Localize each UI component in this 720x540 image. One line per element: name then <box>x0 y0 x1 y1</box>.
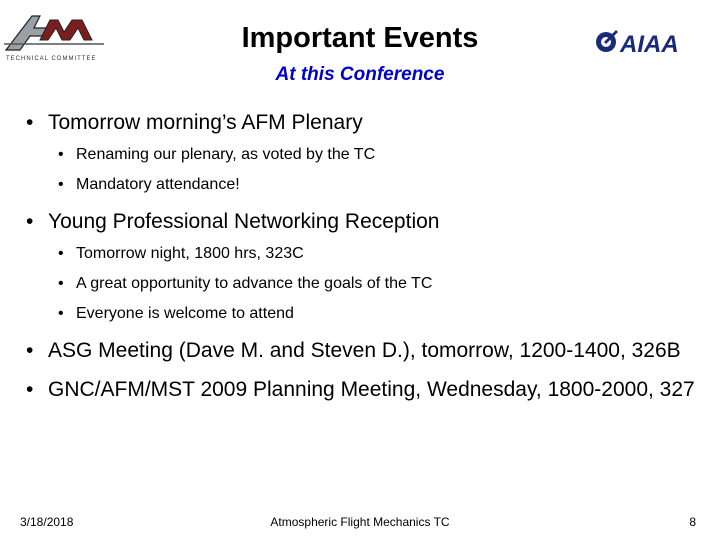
page-number: 8 <box>689 515 696 529</box>
sub-bullet-item <box>18 273 708 294</box>
bullet-dot-icon: • <box>58 176 64 193</box>
bullet-item <box>18 338 708 363</box>
bullet-dot-icon: • <box>26 111 34 134</box>
bullet-text: Tomorrow morning’s AFM Plenary <box>48 111 363 134</box>
slide-title: Important Events <box>241 22 479 54</box>
bullet-item <box>18 377 708 402</box>
bullet-dot-icon: • <box>26 210 34 233</box>
bullet-dot-icon: • <box>26 378 34 401</box>
bullet-text: Young Professional Networking Reception <box>48 210 440 233</box>
sub-bullet-item <box>18 303 708 324</box>
bullet-item <box>18 209 708 234</box>
bullet-dot-icon: • <box>58 305 64 322</box>
bullet-list <box>18 110 708 402</box>
sub-bullet-item <box>18 174 708 195</box>
sub-bullet-text: A great opportunity to advance the goals of the TC <box>76 275 433 292</box>
sub-bullet-item <box>18 243 708 264</box>
footer-title: Atmospheric Flight Mechanics TC <box>270 515 450 529</box>
bullet-dot-icon: • <box>58 245 64 262</box>
sub-bullet-text: Renaming our plenary, as voted by the TC <box>76 146 376 163</box>
slide-subtitle: At this Conference <box>275 64 445 85</box>
afm-logo-caption: TECHNICAL COMMITTEE <box>6 56 97 62</box>
bullet-dot-icon: • <box>58 146 64 163</box>
bullet-text: GNC/AFM/MST 2009 Planning Meeting, Wednesday, 1800-2000, 327 <box>48 378 695 401</box>
bullet-dot-icon: • <box>26 339 34 362</box>
aiaa-logo-text: AIAA <box>620 31 679 58</box>
sub-bullet-item <box>18 144 708 165</box>
sub-bullet-text: Everyone is welcome to attend <box>76 305 294 322</box>
bullet-dot-icon: • <box>58 275 64 292</box>
bullet-text: ASG Meeting (Dave M. and Steven D.), tomorrow, 1200-1400, 326B <box>48 339 681 362</box>
footer-date: 3/18/2018 <box>20 515 74 529</box>
sub-bullet-text: Tomorrow night, 1800 hrs, 323C <box>76 245 304 262</box>
bullet-item <box>18 110 708 135</box>
sub-bullet-text: Mandatory attendance! <box>76 176 240 193</box>
